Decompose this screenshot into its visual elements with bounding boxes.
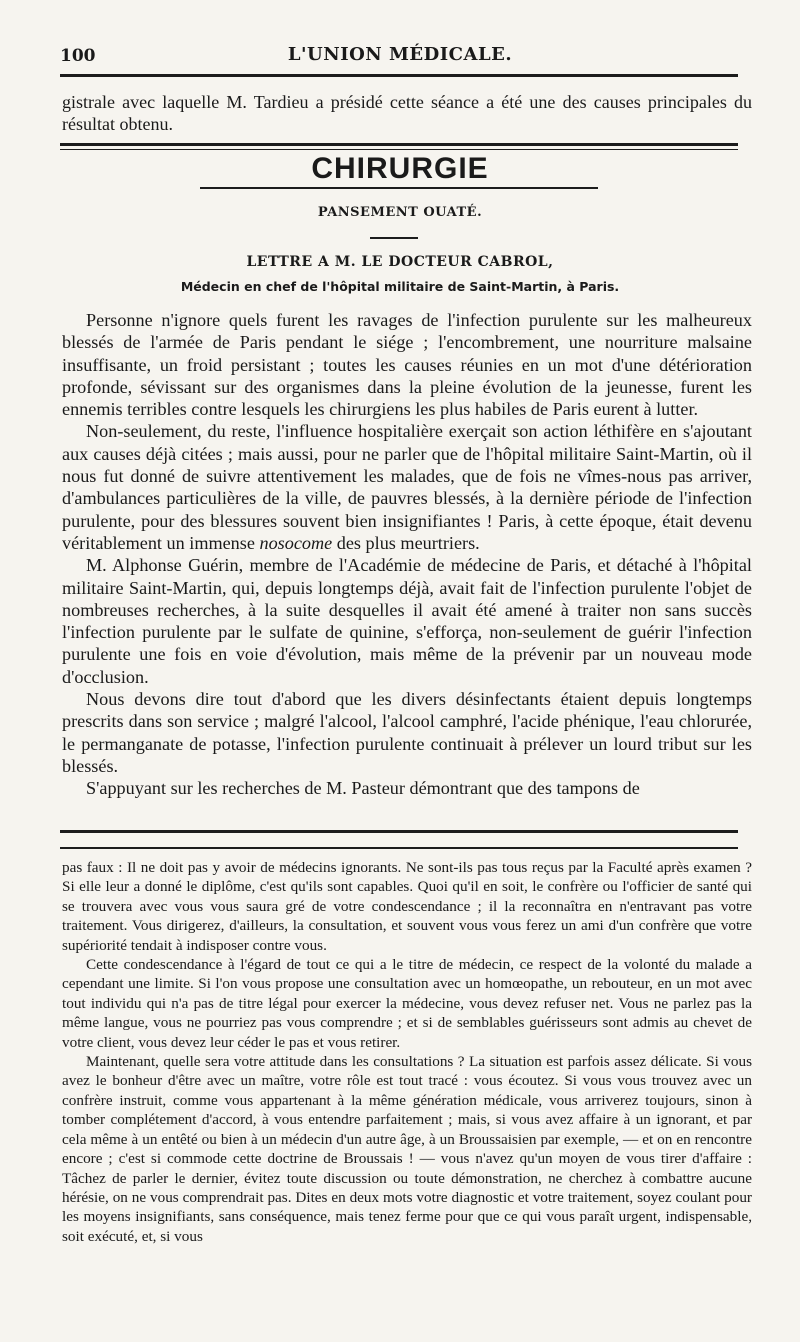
letter-heading: LETTRE A M. LE DOCTEUR CABROL, (246, 254, 554, 270)
feuilleton-paragraph: Maintenant, quelle sera votre attitude dans les consultations ? La situation est parfois assez délicate. Si vous avez le bonheur d'être avec un maître, votre rôle est tout tracé : vous écoutez. Si vous vous trouvez avec un confrère instruit, comme vous appartenant à la même génération médicale, vous arriverez toujours, sinon à tomber complétement d'accord, à vous entendre parfaitement ; mais, si vous avez affaire à un ignorant, et par cela même à un entêté ou bien à un médecin d'un autre âge, à un Broussaisien par exemple, — et on en rencontre encore ; c'est si commode cette doctrine de Broussais ! — vous n'avez qu'un moyen de vous tirer d'affaire : Tâchez de parler le dernier, évitez toute discussion ou toute démonstration, ne cherchez à combattre aucune hérésie, on ne vous comprendrait pas. Dites en deux mots votre diagnostic et votre traitement, soyez coulant pour les moyens insignifiants, sans conséquence, mais tenez ferme pour que ce qui vous paraît urgent, indispensable, soit exécuté, et, si vous (62, 1053, 752, 1245)
section-title-underline (200, 187, 598, 189)
intro-paragraph: gistrale avec laquelle M. Tardieu a présidé cette séance a été une des causes principales du résultat obtenu. (62, 92, 752, 134)
body-text: des plus meurtriers. (336, 532, 480, 553)
body-paragraph: Personne n'ignore quels furent les ravages de l'infection purulente sur les malheureux blessés de l'armée de Paris pendant le siége ; l'encombrement, une nourriture malsaine insuffisante, un froid persistant ; toutes les causes réunies en un mot d'une détérioration profonde, sévissant sur des organismes dans la pleine évolution de la jeunesse, furent les ennemis terribles contre lesquels les chirurgiens les plus habiles de Paris eurent à lutter. (62, 310, 752, 420)
feuilleton-rule (60, 847, 738, 849)
body-paragraph: M. Alphonse Guérin, membre de l'Académie de médecine de Paris, et détaché à l'hôpital militaire Saint-Martin, qui, depuis longtemps déjà, avait fait de l'infection purulente l'objet de nombreuses recherches, à la suite desquelles il avait été amené à traiter non sans succès l'infection purulente par le sulfate de quinine, s'efforça, non-seulement de guérir l'infection purulente une fois en voie d'évolution, mais même de la prévenir par un nouveau mode d'occlusion. (62, 555, 752, 687)
title-separator (370, 237, 418, 239)
recipient-line: Médecin en chef de l'hôpital militaire de Saint-Martin, à Paris. (180, 279, 620, 294)
article-title: PANSEMENT OUATÉ. (317, 205, 483, 220)
article-body (62, 309, 752, 800)
feuilleton-paragraph: pas faux : Il ne doit pas y avoir de médecins ignorants. Ne sont-ils pas tous reçus par la Faculté après examen ? Si elle leur a donné le diplôme, c'est qu'ils sont capables. Quoi qu'il en soit, le confrère ou l'officier de santé qui se trouvera avec vous vous saura gré de votre condescendance ; il la reconnaîtra en n'entravant pas votre traitement. Vous dirigerez, d'ailleurs, la consultation, et souvent vous vous ferez un ami d'un confrère que votre supériorité tendait à indisposer contre vous. (62, 859, 752, 954)
article-end-rule (60, 830, 738, 833)
body-paragraph: S'appuyant sur les recherches de M. Pasteur démontrant que des tampons de (86, 778, 640, 799)
section-rule (60, 143, 738, 146)
header-rule (60, 74, 738, 77)
page-number: 100 (60, 46, 96, 66)
body-text: Non-seulement, du reste, l'influence hospitalière exerçait son action léthifère en s'ajoutant aux causes déjà citées ; mais aussi, pour ne parler que de l'hôpital militaire Saint-Martin, où il nous fut donné de suivre attentivement les malades, que de fois ne vîmes-nous pas arriver, d'ambulances particulières de la ville, de pauvres blessés, à la dernière période de l'infection purulente, pour des blessures souvent bien insignifiantes ! Paris, à cette époque, était devenu véritablement un immense (62, 421, 752, 553)
section-rule-thin (60, 149, 738, 150)
running-head: L'UNION MÉDICALE. (287, 44, 513, 65)
body-paragraph (62, 420, 752, 554)
feuilleton-paragraph: Cette condescendance à l'égard de tout ce qui a le titre de médecin, ce respect de la volonté du malade a cependant une limite. Si l'on vous propose une consultation avec un homœopathe, un rebouteur, en un mot avec tout individu qui n'a pas de titre légal pour exercer la médecine, vous devez refuser net. Vous ne parlez pas la même langue, vous ne pourriez pas vous comprendre ; et si de semblables guérisseurs sont admis au chevet de votre client, vous devez leur céder le pas et vous retirer. (62, 956, 752, 1051)
italic-term: nosocome (259, 532, 333, 553)
section-title: CHIRURGIE (311, 152, 489, 185)
body-paragraph: Nous devons dire tout d'abord que les divers désinfectants étaient depuis longtemps prescrits dans son service ; malgré l'alcool, l'alcool camphré, l'acide phénique, l'eau chlorurée, le permanganate de potasse, l'infection purulente continuait à prélever un lourd tribut sur les blessés. (62, 689, 752, 776)
feuilleton-text (62, 858, 752, 1246)
